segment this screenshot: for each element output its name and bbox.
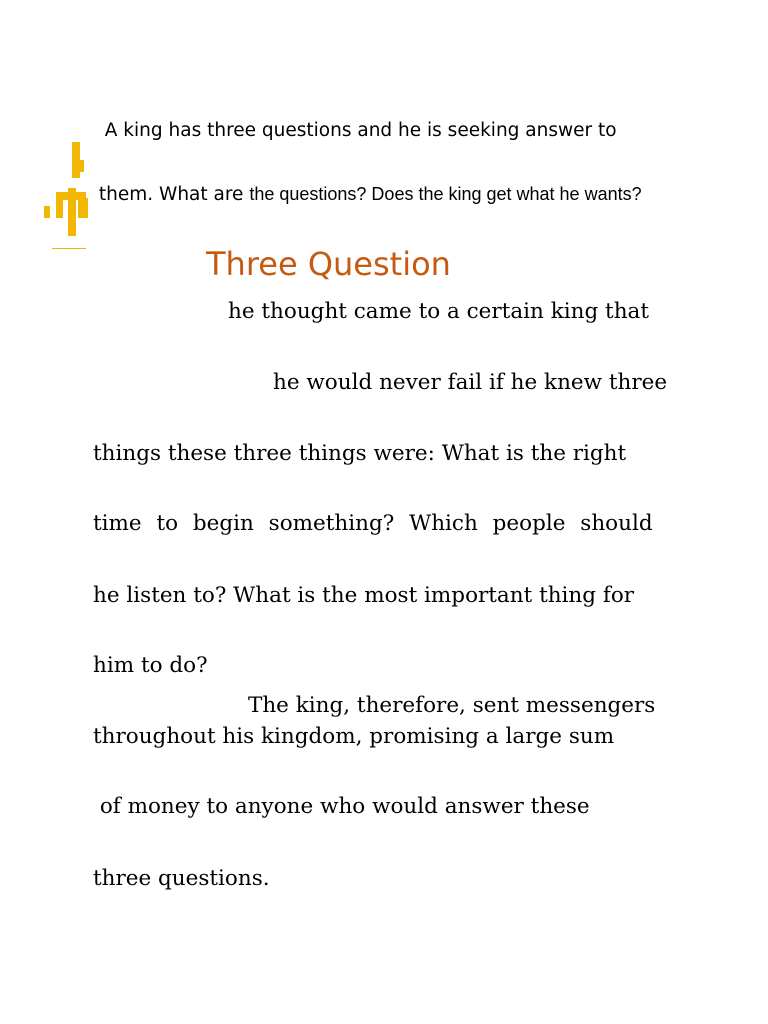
story-line-4: time to begin something? Which people should [93, 511, 653, 536]
story-line-7: The king, therefore, sent messengers throughout his kingdom, promising a large sum [93, 693, 656, 749]
story-line-3: things these three things were: What is the right [93, 441, 627, 466]
story-line-6: him to do? [93, 653, 208, 678]
story-line-2: he would never fail if he knew three [273, 370, 668, 395]
yellow-logo-icon [42, 132, 90, 250]
story-line-5: he listen to? What is the most important thing for [93, 583, 635, 608]
story-line-8: of money to anyone who would answer these [99, 794, 590, 819]
story-line-1: he thought came to a certain king that [228, 299, 649, 324]
intro-line-2: them. What are the questions? Does the king get what he wants? [98, 184, 642, 205]
story-title: Three Question [206, 245, 451, 283]
story-line-9: three questions. [93, 866, 270, 891]
intro-line-1: A king has three questions and he is seeking answer to [104, 120, 617, 141]
